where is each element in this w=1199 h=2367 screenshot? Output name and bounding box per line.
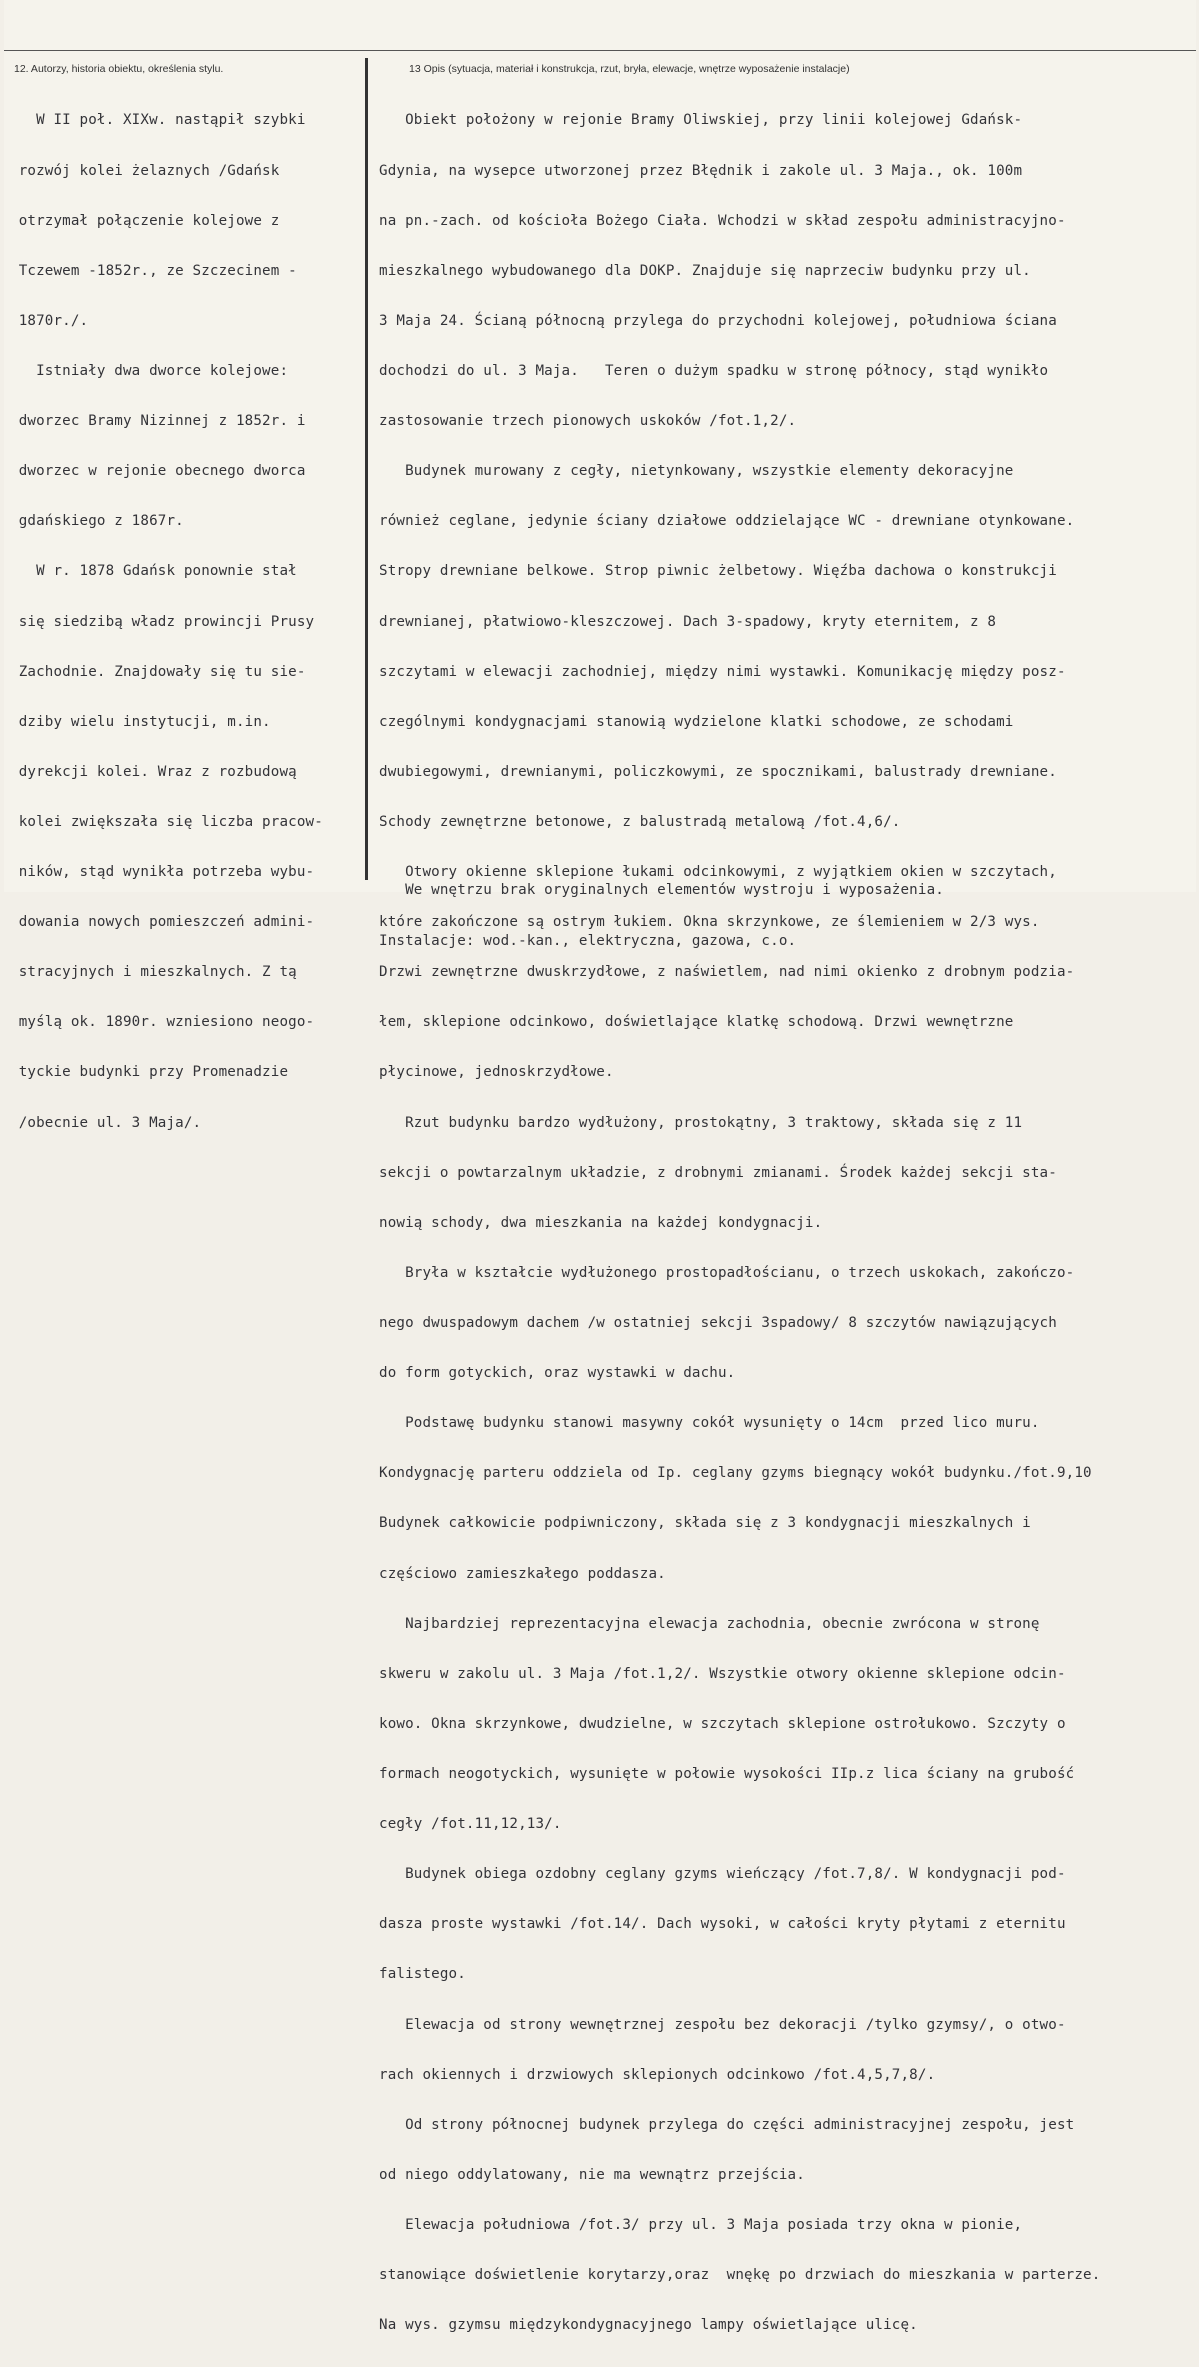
text-line: dochodzi do ul. 3 Maja. Teren o dużym spadku w stronę północy, stąd wynikło (379, 362, 1049, 379)
text-line: stracyjnych i mieszkalnych. Z tą (10, 964, 297, 981)
text-line: kowo. Okna skrzynkowe, dwudzielne, w szczytach sklepione ostrołukowo. Szczyty o (379, 1715, 1066, 1732)
interior-text (379, 849, 944, 983)
text-line: Elewacja od strony wewnętrznej zespołu bez dekoracji /tylko gzymsy/, o otwo- (379, 2016, 1066, 2033)
document-page (4, 0, 1196, 2334)
text-line: Budynek całkowicie podpiwniczony, składa się z 3 kondygnacji mieszkalnych i (379, 1515, 1031, 1532)
text-line: rozwój kolei żelaznych /Gdańsk (10, 162, 280, 179)
text-line: We wnętrzu brak oryginalnych elementów wystroju i wyposażenia. (379, 882, 944, 899)
text-line: Rzut budynku bardzo wydłużony, prostokątny, 3 traktowy, składa się z 11 (379, 1114, 1023, 1131)
text-line: skweru w zakolu ul. 3 Maja /fot.1,2/. Wszystkie otwory okienne sklepione odcin- (379, 1665, 1066, 1682)
text-line: dworzec w rejonie obecnego dworca (10, 463, 306, 480)
text-line: /obecnie ul. 3 Maja/. (10, 1114, 202, 1131)
text-line: Kondygnację parteru oddziela od Ip. ceglany gzyms biegnący wokół budynku./fot.9,10 (379, 1465, 1092, 1482)
text-line: Obiekt położony w rejonie Bramy Oliwskiej, przy linii kolejowej Gdańsk- (379, 112, 1023, 129)
top-rule (4, 50, 1196, 51)
text-line: Od strony północnej budynek przylega do części administracyjnej zespołu, jest (379, 2116, 1075, 2133)
text-line: które zakończone są ostrym łukiem. Okna skrzynkowe, ze ślemieniem w 2/3 wys. (379, 914, 1040, 931)
text-line: dworzec Bramy Nizinnej z 1852r. i (10, 413, 306, 430)
text-line: rach okiennych i drzwiowych sklepionych odcinkowo /fot.4,5,7,8/. (379, 2066, 936, 2083)
text-line: Podstawę budynku stanowi masywny cokół wysunięty o 14cm przed lico muru. (379, 1415, 1040, 1432)
text-line: W r. 1878 Gdańsk ponownie stał (10, 563, 297, 580)
text-line: myślą ok. 1890r. wzniesiono neogo- (10, 1014, 315, 1031)
text-line: Zachodnie. Znajdowały się tu sie- (10, 663, 306, 680)
text-line: tyckie budynki przy Promenadzie (10, 1064, 289, 1081)
column-divider (365, 58, 368, 880)
text-line: Gdynia, na wysepce utworzonej przez Błędnik i zakole ul. 3 Maja., ok. 100m (379, 162, 1023, 179)
text-line: mieszkalnego wybudowanego dla DOKP. Znajduje się naprzeciw budynku przy ul. (379, 262, 1031, 279)
text-line: Na wys. gzymsu międzykondygnacyjnego lampy oświetlające ulicę. (379, 2317, 918, 2334)
text-line: dyrekcji kolei. Wraz z rozbudową (10, 763, 297, 780)
text-line: gdańskiego z 1867r. (10, 513, 184, 530)
text-line: stanowiące doświetlenie korytarzy,oraz wnękę po drzwiach do mieszkania w parterze. (379, 2267, 1101, 2284)
text-line: formach neogotyckich, wysunięte w połowie wysokości IIp.z lica ściany na grubość (379, 1766, 1075, 1783)
text-line: dziby wielu instytucji, m.in. (10, 713, 271, 730)
text-line: Budynek obiega ozdobny ceglany gzyms wieńczący /fot.7,8/. W kondygnacji pod- (379, 1866, 1066, 1883)
text-line: W II poł. XIXw. nastąpił szybki (10, 112, 306, 129)
text-line: falistego. (379, 1966, 466, 1983)
field-13-label: 13 Opis (sytuacja, materiał i konstrukcja, rzut, bryła, elewacje, wnętrze wyposażenie instalacje) (409, 63, 850, 75)
text-line: 1870r./. (10, 312, 89, 329)
text-line: Bryła w kształcie wydłużonego prostopadłościanu, o trzech uskokach, zakończo- (379, 1264, 1075, 1281)
text-line: czególnymi kondygnacjami stanowią wydzielone klatki schodowe, ze schodami (379, 713, 1014, 730)
text-line: Najbardziej reprezentacyjna elewacja zachodnia, obecnie zwrócona w stronę (379, 1615, 1040, 1632)
text-line: Drzwi zewnętrzne dwuskrzydłowe, z naświetlem, nad nimi okienko z drobnym podzia- (379, 964, 1075, 981)
text-line: Istniały dwa dworce kolejowe: (10, 362, 289, 379)
text-line: Stropy drewniane belkowe. Strop piwnic żelbetowy. Więźba dachowa o konstrukcji (379, 563, 1057, 580)
text-line: 3 Maja 24. Ścianą północną przylega do przychodni kolejowej, południowa ściana (379, 312, 1057, 329)
text-line: od niego oddylatowany, nie ma wewnątrz przejścia. (379, 2166, 805, 2183)
text-line: dasza proste wystawki /fot.14/. Dach wysoki, w całości kryty płytami z eternitu (379, 1916, 1066, 1933)
field-12-label: 12. Autorzy, historia obiektu, określenia stylu. (14, 63, 224, 75)
text-line: sekcji o powtarzalnym układzie, z drobnymi zmianami. Środek każdej sekcji sta- (379, 1164, 1057, 1181)
text-line: cegły /fot.11,12,13/. (379, 1816, 562, 1833)
text-line: dwubiegowymi, drewnianymi, policzkowymi, ze spocznikami, balustrady drewniane. (379, 763, 1057, 780)
text-line: dowania nowych pomieszczeń admini- (10, 914, 315, 931)
text-line: do form gotyckich, oraz wystawki w dachu. (379, 1365, 736, 1382)
text-line: nowią schody, dwa mieszkania na każdej kondygnacji. (379, 1214, 823, 1231)
text-line: na pn.-zach. od kościoła Bożego Ciała. Wchodzi w skład zespołu administracyjno- (379, 212, 1066, 229)
text-line: Otwory okienne sklepione łukami odcinkowymi, z wyjątkiem okien w szczytach, (379, 864, 1057, 881)
text-line: kolei zwiększała się liczba pracow- (10, 813, 323, 830)
text-line: Budynek murowany z cegły, nietynkowany, wszystkie elementy dekoracyjne (379, 463, 1014, 480)
text-line: płycinowe, jednoskrzydłowe. (379, 1064, 614, 1081)
description-text (379, 79, 1100, 2367)
text-line: częściowo zamieszkałego poddasza. (379, 1565, 666, 1582)
text-line: drewnianej, płatwiowo-kleszczowej. Dach 3-spadowy, kryty eternitem, z 8 (379, 613, 997, 630)
text-line: Elewacja południowa /fot.3/ przy ul. 3 Maja posiada trzy okna w pionie, (379, 2217, 1023, 2233)
history-text (10, 79, 323, 1165)
text-line: również ceglane, jedynie ściany działowe oddzielające WC - drewniane otynkowane. (379, 513, 1075, 530)
text-line: łem, sklepione odcinkowo, doświetlające klatkę schodową. Drzwi wewnętrzne (379, 1014, 1014, 1031)
text-line: nego dwuspadowym dachem /w ostatniej sekcji 3spadowy/ 8 szczytów nawiązujących (379, 1315, 1057, 1332)
text-line: się siedzibą władz prowincji Prusy (10, 613, 315, 630)
text-line: szczytami w elewacji zachodniej, między nimi wystawki. Komunikację między posz- (379, 663, 1066, 680)
text-line: ników, stąd wynikła potrzeba wybu- (10, 864, 315, 881)
text-line: zastosowanie trzech pionowych uskoków /fot.1,2/. (379, 413, 797, 430)
text-line: otrzymał połączenie kolejowe z (10, 212, 280, 229)
text-line: Instalacje: wod.-kan., elektryczna, gazowa, c.o. (379, 932, 797, 949)
text-line: Tczewem -1852r., ze Szczecinem - (10, 262, 297, 279)
text-line: Schody zewnętrzne betonowe, z balustradą metalową /fot.4,6/. (379, 813, 901, 830)
